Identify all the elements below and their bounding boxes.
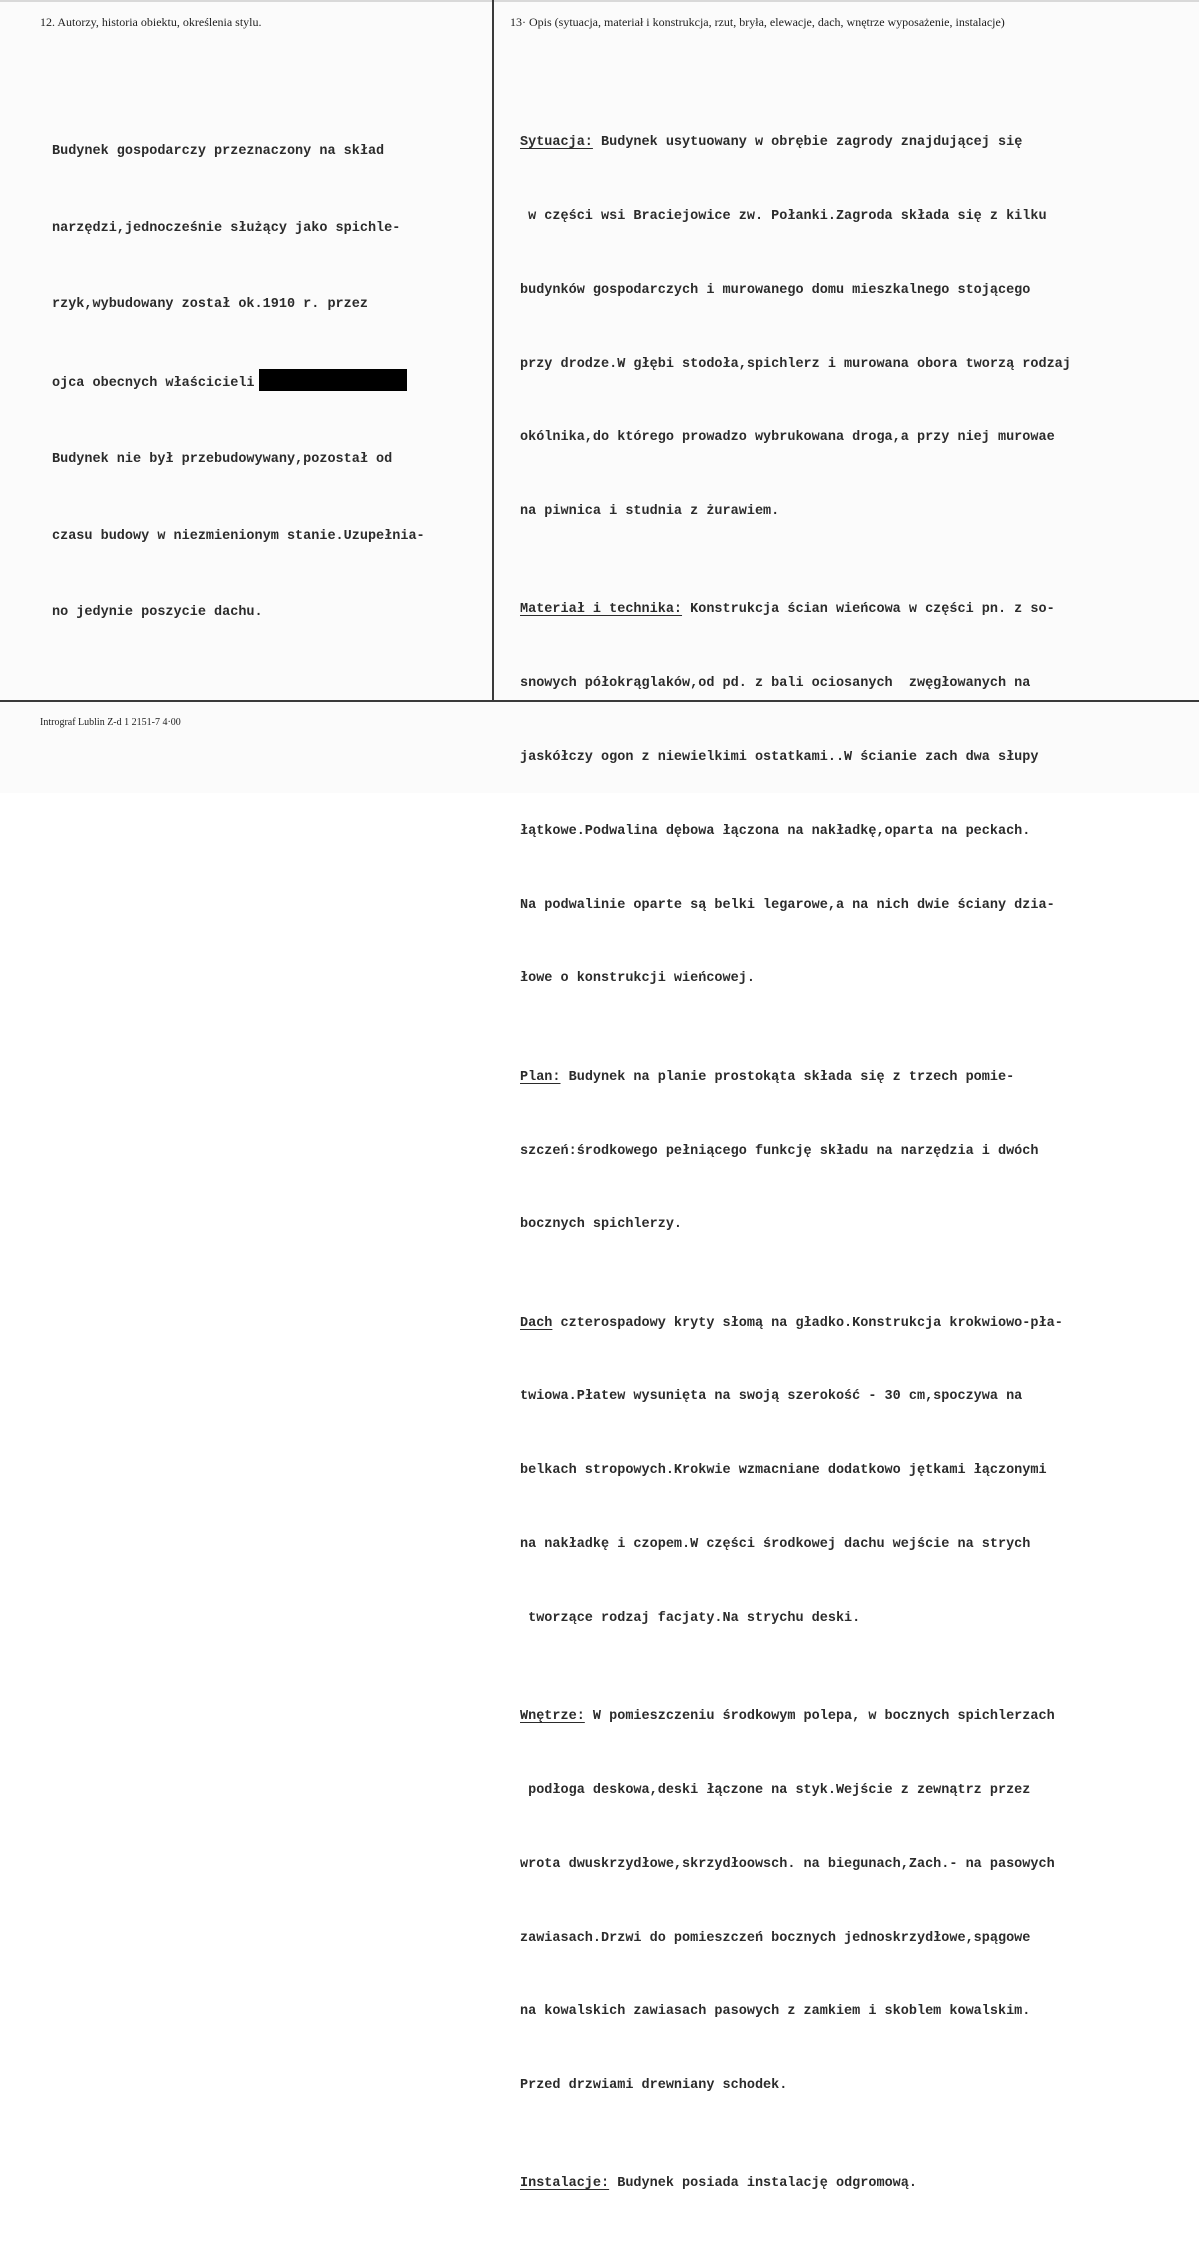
text-line: na nakładkę i czopem.W części środkowej dachu wejście na strych [520, 1537, 1031, 1553]
text-line: czasu budowy w niezmienionym stanie.Uzupełnia- [52, 528, 425, 544]
text-line: rzyk,wybudowany został ok.1910 r. przez [52, 297, 368, 312]
text-line: przy drodze.W głębi stodoła,spichlerz i murowana obora tworzą rodzaj [520, 356, 1071, 372]
authors-history-text [52, 88, 425, 677]
dach-label: Dach [520, 1315, 553, 1331]
description-text [520, 82, 1190, 2246]
text-line: Przed drzwiami drewniany schodek. [520, 2078, 788, 2094]
text-line: łątkowe.Podwalina dębowa łączona na nakładkę,oparta na peckach. [520, 823, 1031, 839]
text-line: Budynek posiada instalację odgromową. [609, 2176, 917, 2192]
redaction-block [259, 369, 407, 391]
card-top-edge [0, 0, 1199, 2]
text-line: szczeń:środkowego pełniącego funkcję składu na narzędzia i dwóch [520, 1143, 1039, 1159]
column-divider [492, 0, 494, 700]
instalacje-line [520, 2172, 1190, 2197]
dach-line [520, 1312, 1190, 1337]
printer-imprint: Intrograf Lublin Z-d 1 2151-7 4·00 [40, 717, 181, 728]
plan-label: Plan: [520, 1069, 561, 1085]
text-line: bocznych spichlerzy. [520, 1217, 683, 1233]
text-line: budynków gospodarczych i murowanego domu mieszkalnego stojącego [520, 282, 1031, 298]
text-line: w części wsi Braciejowice zw. Połanki.Zagroda składa się z kilku [520, 208, 1047, 224]
text-line: Budynek gospodarczy przeznaczony na skład [52, 144, 385, 159]
text-line: Na podwalinie oparte są belki legarowe,a na nich dwie ściany dzia- [520, 897, 1055, 913]
text-line: na piwnica i studnia z żurawiem. [520, 504, 780, 520]
text-line: tworzące rodzaj facjaty.Na strychu deski. [520, 1610, 861, 1626]
text-line: belkach stropowych.Krokwie wzmacniane dodatkowo jętkami łączonymi [520, 1463, 1047, 1479]
wnetrze-line [520, 1705, 1190, 1730]
material-line [520, 598, 1190, 623]
text-line: okólnika,do którego prowadzo wybrukowana droga,a przy niej murowae [520, 430, 1055, 446]
text-line: podłoga deskowa,deski łączone na styk.Wejście z zewnątrz przez [520, 1782, 1031, 1798]
field-13-heading: 13· Opis (sytuacja, materiał i konstrukcja, rzut, bryła, elewacje, dach, wnętrze wyposażenie, instalacje) [510, 15, 1005, 29]
text-line: no jedynie poszycie dachu. [52, 605, 263, 620]
text-line: narzędzi,jednocześnie służący jako spichle- [52, 220, 401, 236]
wnetrze-label: Wnętrze: [520, 1709, 585, 1725]
text-line: zawiasach.Drzwi do pomieszczeń bocznych jednoskrzydłowe,spągowe [520, 1930, 1031, 1946]
text-line: Budynek na planie prostokąta składa się z trzech pomie- [560, 1069, 1015, 1085]
sytuacja-label: Sytuacja: [520, 135, 593, 151]
text-line: Budynek usytuowany w obrębie zagrody znajdującej się [592, 135, 1023, 151]
text-line-with-redaction [52, 369, 425, 397]
text-line: Budynek nie był przebudowywany,pozostał od [52, 452, 393, 467]
text-line: na kowalskich zawiasach pasowych z zamkiem i skoblem kowalskim. [520, 2004, 1031, 2020]
instalacje-label: Instalacje: [520, 2176, 610, 2192]
text-line: jaskółczy ogon z niewielkimi ostatkami..W ścianie zach dwa słupy [520, 750, 1039, 766]
text-line: łowe o konstrukcji wieńcowej. [520, 971, 755, 987]
text-line: twiowa.Płatew wysunięta na swoją szerokość - 30 cm,spoczywa na [520, 1389, 1023, 1405]
field-12-heading: 12. Autorzy, historia obiektu, określenia stylu. [40, 15, 262, 29]
plan-line [520, 1066, 1190, 1091]
text-line: snowych półokrąglaków,od pd. z bali ociosanych zwęgłowanych na [520, 676, 1031, 692]
text-line: W pomieszczeniu środkowym polepa, w bocznych spichlerzach [584, 1709, 1055, 1725]
material-label: Materiał i technika: [520, 602, 683, 618]
sytuacja-line [520, 131, 1190, 156]
text-line: czterospadowy kryty słomą na gładko.Konstrukcja krokwiowo-pła- [552, 1315, 1063, 1331]
text-line: Konstrukcja ścian wieńcowa w części pn. z so- [682, 602, 1055, 618]
text-line: wrota dwuskrzydłowe,skrzydłoowsch. na biegunach,Zach.- na pasowych [520, 1856, 1055, 1872]
text-line: ojca obecnych właścicieli [52, 375, 255, 391]
